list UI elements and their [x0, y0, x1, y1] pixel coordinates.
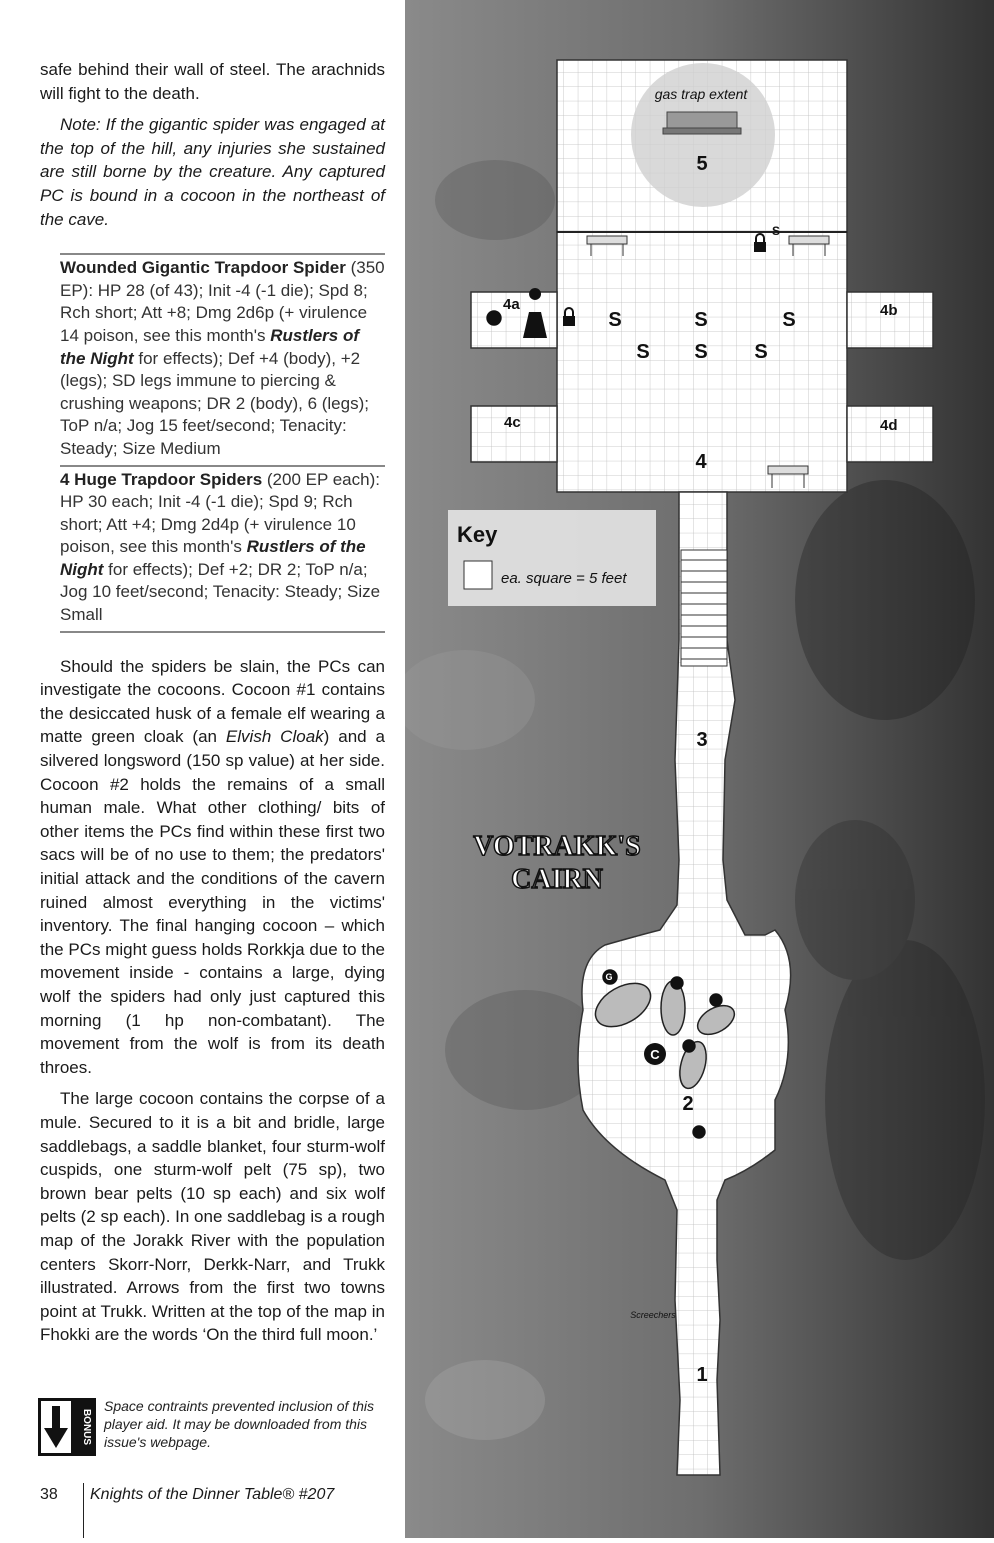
- svg-text:CAIRN: CAIRN: [511, 864, 603, 895]
- paragraph-large-cocoon: The large cocoon contains the corpse of a mule. Secured to it is a bit and bridle, large saddlebags, a saddle blanket, four sturm-wolf cuspids, one sturm-wolf pelt (75 sp), two brown bear pelts (10 sp each) and six wolf pelts (2 sp each). In one saddlebag is a rough map of the Jorakk River with the population centers Skorr-Norr, Derkk-Narr, and Trukk illustrated. Arrows from the first two towns point at Trukk. Written at the top of the map in Fhokki are the words ‘On the third full moon.’: [40, 1089, 385, 1345]
- footer-divider: [83, 1483, 84, 1538]
- key-title: Key: [457, 522, 498, 547]
- svg-text:S: S: [694, 341, 708, 363]
- room-5-label: 5: [696, 153, 708, 175]
- room-1-label: 1: [696, 1364, 708, 1386]
- g-marker: G: [605, 972, 613, 982]
- room-4d-label: 4d: [880, 417, 898, 434]
- key-scale: ea. square = 5 feet: [501, 570, 627, 587]
- svg-text:S: S: [636, 341, 650, 363]
- gm-note: Note: If the gigantic spider was engaged at the top of the hill, any injuries she sustained are still borne by the creature. Any captured PC is bound in a cocoon in the northeast of the cave.: [40, 115, 385, 229]
- gas-trap-area: [631, 63, 775, 207]
- room-4-label: 4: [695, 451, 707, 473]
- svg-text:VOTRAKK'S: VOTRAKK'S: [473, 831, 641, 862]
- magazine-title: Knights of the Dinner Table® #207: [90, 1486, 335, 1503]
- paragraph-cocoons: Should the spiders be slain, the PCs can investigate the cocoons. Cocoon #1 contains the desiccated husk of a female elf wearing a matte green cloak (an Elvish Cloak) and a silvered longsword (150 sp value) at her side. Cocoon #2 holds the remains of a small human male. What other clothing/ bits of other items the PCs find within these first two sacs will be of no use to them; the predators' initial attack and the conditions of the cavern ruined almost everything in the victims' inventory. The final hanging cocoon – which the PCs might guess holds Rorkkja due to the movement inside - contains a large, dying wolf the spiders had only just captured this morning (1 hp non-combatant). The movement from the wolf is from its death throes.: [40, 656, 385, 1077]
- page-number: 38: [40, 1486, 58, 1503]
- svg-text:S: S: [782, 309, 796, 331]
- room-4b: [847, 292, 933, 348]
- svg-text:S: S: [754, 341, 768, 363]
- svg-text:S: S: [694, 309, 708, 331]
- room-4c-label: 4c: [504, 414, 521, 431]
- key-square: [464, 561, 492, 589]
- download-bonus-icon: [38, 1398, 96, 1456]
- room-4a-label: 4a: [503, 296, 520, 313]
- text-column: [40, 58, 385, 1347]
- gas-trap-label: gas trap extent: [654, 86, 748, 102]
- stat-blocks: [40, 253, 385, 633]
- stat-block-gigantic-spider: Wounded Gigantic Trapdoor Spider (350 EP): HP 28 (of 43); Init -4 (-1 die); Spd 8; Rch short; Att +8; Dmg 2d6p (+ virulence 14 poison, see this month's Rustlers of the Night for effects); Def +4 (body), +2 (legs); SD legs immune to piercing & crushing weapons; DR 2 (body), 6 (legs); ToP n/a; Jog 15 feet/second; Tenacity: Steady; Size Medium: [60, 253, 385, 464]
- svg-text:BONUS: BONUS: [81, 1408, 92, 1446]
- screechers-label: Screechers: [630, 1310, 676, 1320]
- svg-text:C: C: [650, 1047, 660, 1062]
- room-2-label: 2: [682, 1093, 694, 1115]
- sarcophagus-icon: [667, 112, 737, 130]
- stairs: [681, 550, 727, 666]
- paragraph-intro: safe behind their wall of steel. The arachnids will fight to the death.: [40, 60, 385, 103]
- cairn-map: [405, 0, 994, 1538]
- room-4b-label: 4b: [880, 302, 898, 319]
- svg-text:S: S: [771, 224, 781, 238]
- room-3-label: 3: [696, 729, 708, 751]
- svg-text:S: S: [608, 309, 622, 331]
- stat-block-huge-spiders: 4 Huge Trapdoor Spiders (200 EP each): HP 30 each; Init -4 (-1 die); Spd 9; Rch short; Att +4; Dmg 2d4p (+ virulence 10 poison, see this month's Rustlers of the Night for effects); Def +2; DR 2; ToP n/a; Jog 10 feet/second; Tenacity: Steady; Size Small: [60, 465, 385, 633]
- player-aid-note: [38, 1398, 388, 1458]
- player-aid-text: Space contraints prevented inclusion of this player aid. It may be downloaded from this issue's webpage.: [104, 1398, 375, 1450]
- room-4d: [847, 406, 933, 462]
